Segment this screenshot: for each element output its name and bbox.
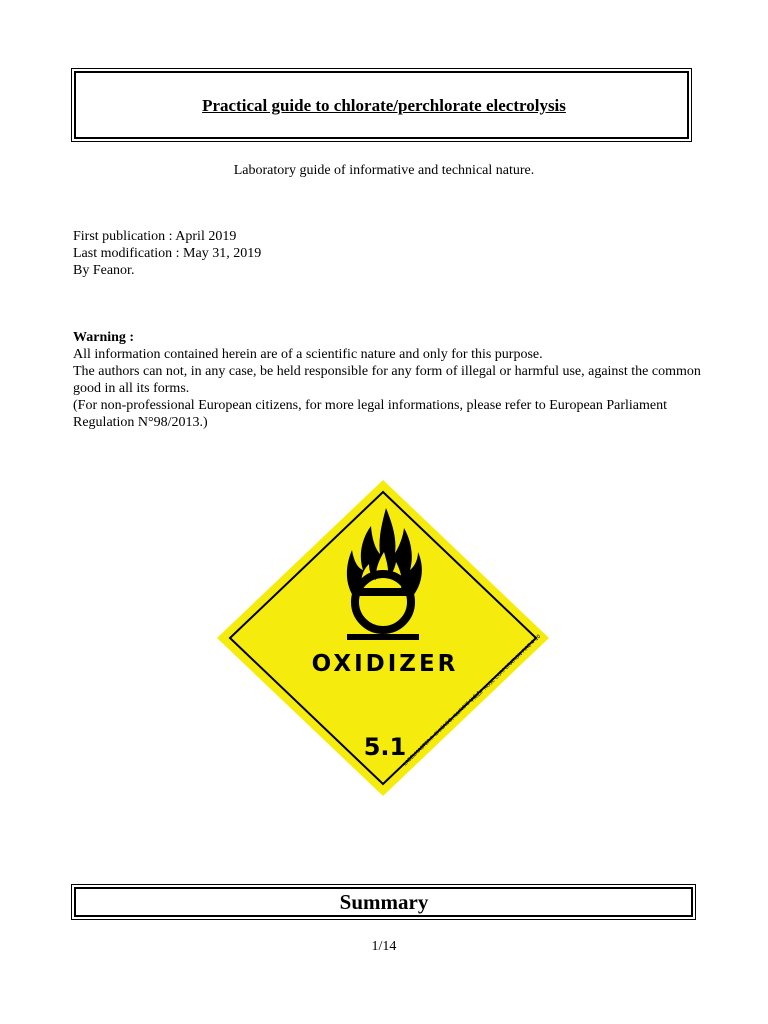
placard-fine-print-left: LABELMASTER® CHICAGO, ILLINOIS U.S.A. [402,688,484,768]
page-number: 1/14 [371,939,397,954]
warning-line: (For non-professional European citizens, for more legal informations, please refer to European Parliament Regulation N°98/2013.) [73,398,668,430]
placard-fine-print-right: PHILIP ROSE CORPORATION FIRE 4-10 [470,633,543,704]
oxidizer-hazard-placard [215,478,551,800]
document-subtitle: Laboratory guide of informative and technical nature. [233,163,535,178]
document-title: Practical guide to chlorate/perchlorate electrolysis [202,96,566,115]
warning-heading: Warning : [73,330,135,345]
summary-heading: Summary [339,890,429,914]
author: By Feanor. [73,263,135,278]
last-modification: Last modification : May 31, 2019 [73,246,262,261]
publication-info [73,228,261,279]
warning-section [73,329,703,431]
warning-line: The authors can not, in any case, be held responsible for any form of illegal or harmful use, against the common good in all its forms. [73,364,701,396]
placard-graphic [215,478,551,800]
first-publication: First publication : April 2019 [73,229,237,244]
placard-class-number: 5.1 [363,733,407,761]
warning-line: All information contained herein are of a scientific nature and only for this purpose. [73,347,543,362]
placard-label: OXIDIZER [311,651,459,677]
